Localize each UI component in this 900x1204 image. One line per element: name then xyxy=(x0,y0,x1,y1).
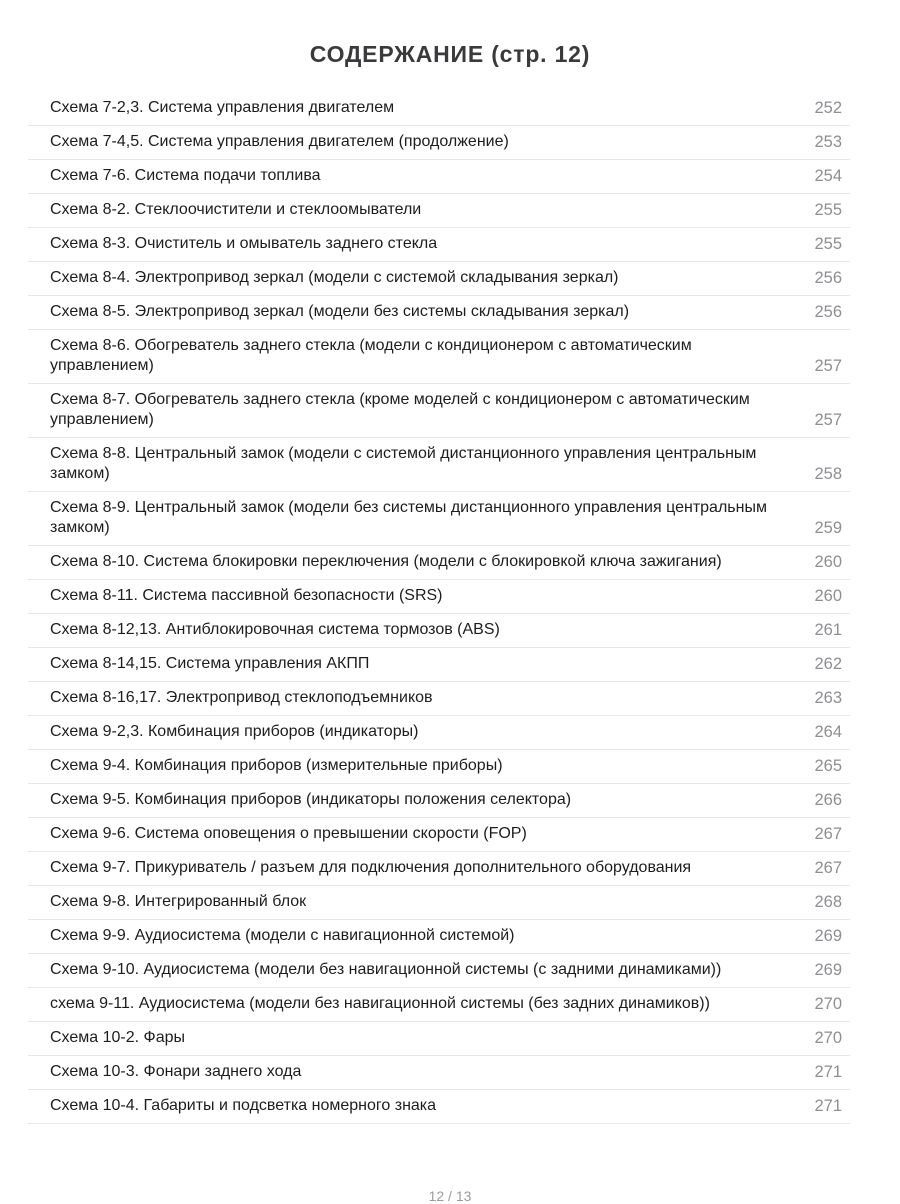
toc-entry-label: Схема 9-4. Комбинация приборов (измерительные приборы) xyxy=(50,757,503,774)
toc-row[interactable] xyxy=(28,296,850,330)
toc-entry-page: 261 xyxy=(814,621,842,639)
toc-row[interactable] xyxy=(28,818,850,852)
toc-row[interactable] xyxy=(28,988,850,1022)
toc-entry-label: Схема 8-14,15. Система управления АКПП xyxy=(50,655,370,672)
toc-row[interactable] xyxy=(28,1056,850,1090)
toc-entry-label: Схема 9-7. Прикуриватель / разъем для подключения дополнительного оборудования xyxy=(50,859,692,876)
toc-row[interactable] xyxy=(28,682,850,716)
toc-entry-page: 255 xyxy=(814,235,842,253)
toc-entry-label: Схема 8-11. Система пассивной безопасности (SRS) xyxy=(50,587,443,604)
toc-entry-label: Схема 8-3. Очиститель и омыватель заднего стекла xyxy=(50,235,438,252)
toc-entry-label: Схема 8-2. Стеклоочистители и стеклоомыватели xyxy=(50,201,422,218)
toc-entry-label: Схема 8-8. Центральный замок (модели с системой дистанционного управления центральным замком) xyxy=(50,445,757,482)
toc-entry-page: 270 xyxy=(814,1029,842,1047)
toc-entry-page: 262 xyxy=(814,655,842,673)
toc-entry-page: 253 xyxy=(814,133,842,151)
toc-entry-page: 269 xyxy=(814,927,842,945)
toc-entry-page: 269 xyxy=(814,961,842,979)
toc-entry-label: Схема 8-9. Центральный замок (модели без системы дистанционного управления центральным замком) xyxy=(50,499,767,536)
toc-entry-page: 254 xyxy=(814,167,842,185)
toc-entry-page: 252 xyxy=(814,99,842,117)
toc-row[interactable] xyxy=(28,126,850,160)
toc-entry-label: Схема 9-9. Аудиосистема (модели с навигационной системой) xyxy=(50,927,515,944)
toc-row[interactable] xyxy=(28,716,850,750)
toc-entry-page: 256 xyxy=(814,269,842,287)
toc-row[interactable] xyxy=(28,492,850,546)
toc-entry-label: Схема 9-5. Комбинация приборов (индикаторы положения селектора) xyxy=(50,791,572,808)
toc-entry-page: 257 xyxy=(814,357,842,375)
toc-row[interactable] xyxy=(28,852,850,886)
toc-entry-page: 270 xyxy=(814,995,842,1013)
toc-row[interactable] xyxy=(28,886,850,920)
toc-entry-page: 271 xyxy=(814,1063,842,1081)
toc-entry-label: Схема 8-16,17. Электропривод стеклоподъемников xyxy=(50,689,433,706)
toc-row[interactable] xyxy=(28,1022,850,1056)
toc-entry-label: Схема 8-12,13. Антиблокировочная система тормозов (ABS) xyxy=(50,621,500,638)
toc-entry-label: Схема 7-6. Система подачи топлива xyxy=(50,167,321,184)
toc-row[interactable] xyxy=(28,546,850,580)
toc-row[interactable] xyxy=(28,92,850,126)
page-title: СОДЕРЖАНИЕ (стр. 12) xyxy=(309,41,591,67)
toc-entry-label: схема 9-11. Аудиосистема (модели без навигационной системы (без задних динамиков)) xyxy=(50,995,710,1012)
toc-entry-label: Схема 10-3. Фонари заднего хода xyxy=(50,1063,302,1080)
toc-entry-label: Схема 10-2. Фары xyxy=(50,1029,185,1046)
toc-row[interactable] xyxy=(28,614,850,648)
toc-row[interactable] xyxy=(28,580,850,614)
toc-row[interactable] xyxy=(28,228,850,262)
toc-list xyxy=(28,92,850,1124)
toc-entry-page: 267 xyxy=(814,825,842,843)
toc-row[interactable] xyxy=(28,330,850,384)
toc-entry-label: Схема 9-8. Интегрированный блок xyxy=(50,893,307,910)
toc-entry-label: Схема 9-2,3. Комбинация приборов (индикаторы) xyxy=(50,723,419,740)
toc-row[interactable] xyxy=(28,438,850,492)
toc-entry-page: 268 xyxy=(814,893,842,911)
toc-row[interactable] xyxy=(28,194,850,228)
toc-row[interactable] xyxy=(28,648,850,682)
toc-row[interactable] xyxy=(28,262,850,296)
page-indicator: 12 / 13 xyxy=(428,1188,472,1204)
toc-entry-label: Схема 7-2,3. Система управления двигателем xyxy=(50,99,395,116)
toc-entry-page: 256 xyxy=(814,303,842,321)
toc-entry-page: 258 xyxy=(814,465,842,483)
toc-entry-label: Схема 9-6. Система оповещения о превышении скорости (FOP) xyxy=(50,825,527,842)
toc-entry-page: 259 xyxy=(814,519,842,537)
toc-entry-label: Схема 10-4. Габариты и подсветка номерного знака xyxy=(50,1097,437,1114)
toc-entry-page: 264 xyxy=(814,723,842,741)
toc-entry-label: Схема 8-6. Обогреватель заднего стекла (модели с кондиционером с автоматическим управлением) xyxy=(50,337,692,374)
toc-entry-label: Схема 9-10. Аудиосистема (модели без навигационной системы (с задними динамиками)) xyxy=(50,961,722,978)
toc-entry-label: Схема 8-4. Электропривод зеркал (модели с системой складывания зеркал) xyxy=(50,269,619,286)
toc-entry-page: 263 xyxy=(814,689,842,707)
toc-entry-label: Схема 8-7. Обогреватель заднего стекла (кроме моделей с кондиционером с автоматическим управлением) xyxy=(50,391,750,428)
toc-entry-page: 267 xyxy=(814,859,842,877)
toc-entry-page: 266 xyxy=(814,791,842,809)
toc-entry-label: Схема 7-4,5. Система управления двигателем (продолжение) xyxy=(50,133,509,150)
toc-entry-page: 257 xyxy=(814,411,842,429)
toc-row[interactable] xyxy=(28,1090,850,1124)
toc-row[interactable] xyxy=(28,160,850,194)
toc-entry-page: 260 xyxy=(814,587,842,605)
toc-row[interactable] xyxy=(28,954,850,988)
toc-row[interactable] xyxy=(28,384,850,438)
toc-row[interactable] xyxy=(28,784,850,818)
toc-row[interactable] xyxy=(28,750,850,784)
toc-entry-page: 271 xyxy=(814,1097,842,1115)
toc-row[interactable] xyxy=(28,920,850,954)
toc-entry-label: Схема 8-5. Электропривод зеркал (модели без системы складывания зеркал) xyxy=(50,303,630,320)
toc-entry-page: 260 xyxy=(814,553,842,571)
toc-entry-page: 265 xyxy=(814,757,842,775)
toc-entry-page: 255 xyxy=(814,201,842,219)
toc-entry-label: Схема 8-10. Система блокировки переключения (модели с блокировкой ключа зажигания) xyxy=(50,553,722,570)
